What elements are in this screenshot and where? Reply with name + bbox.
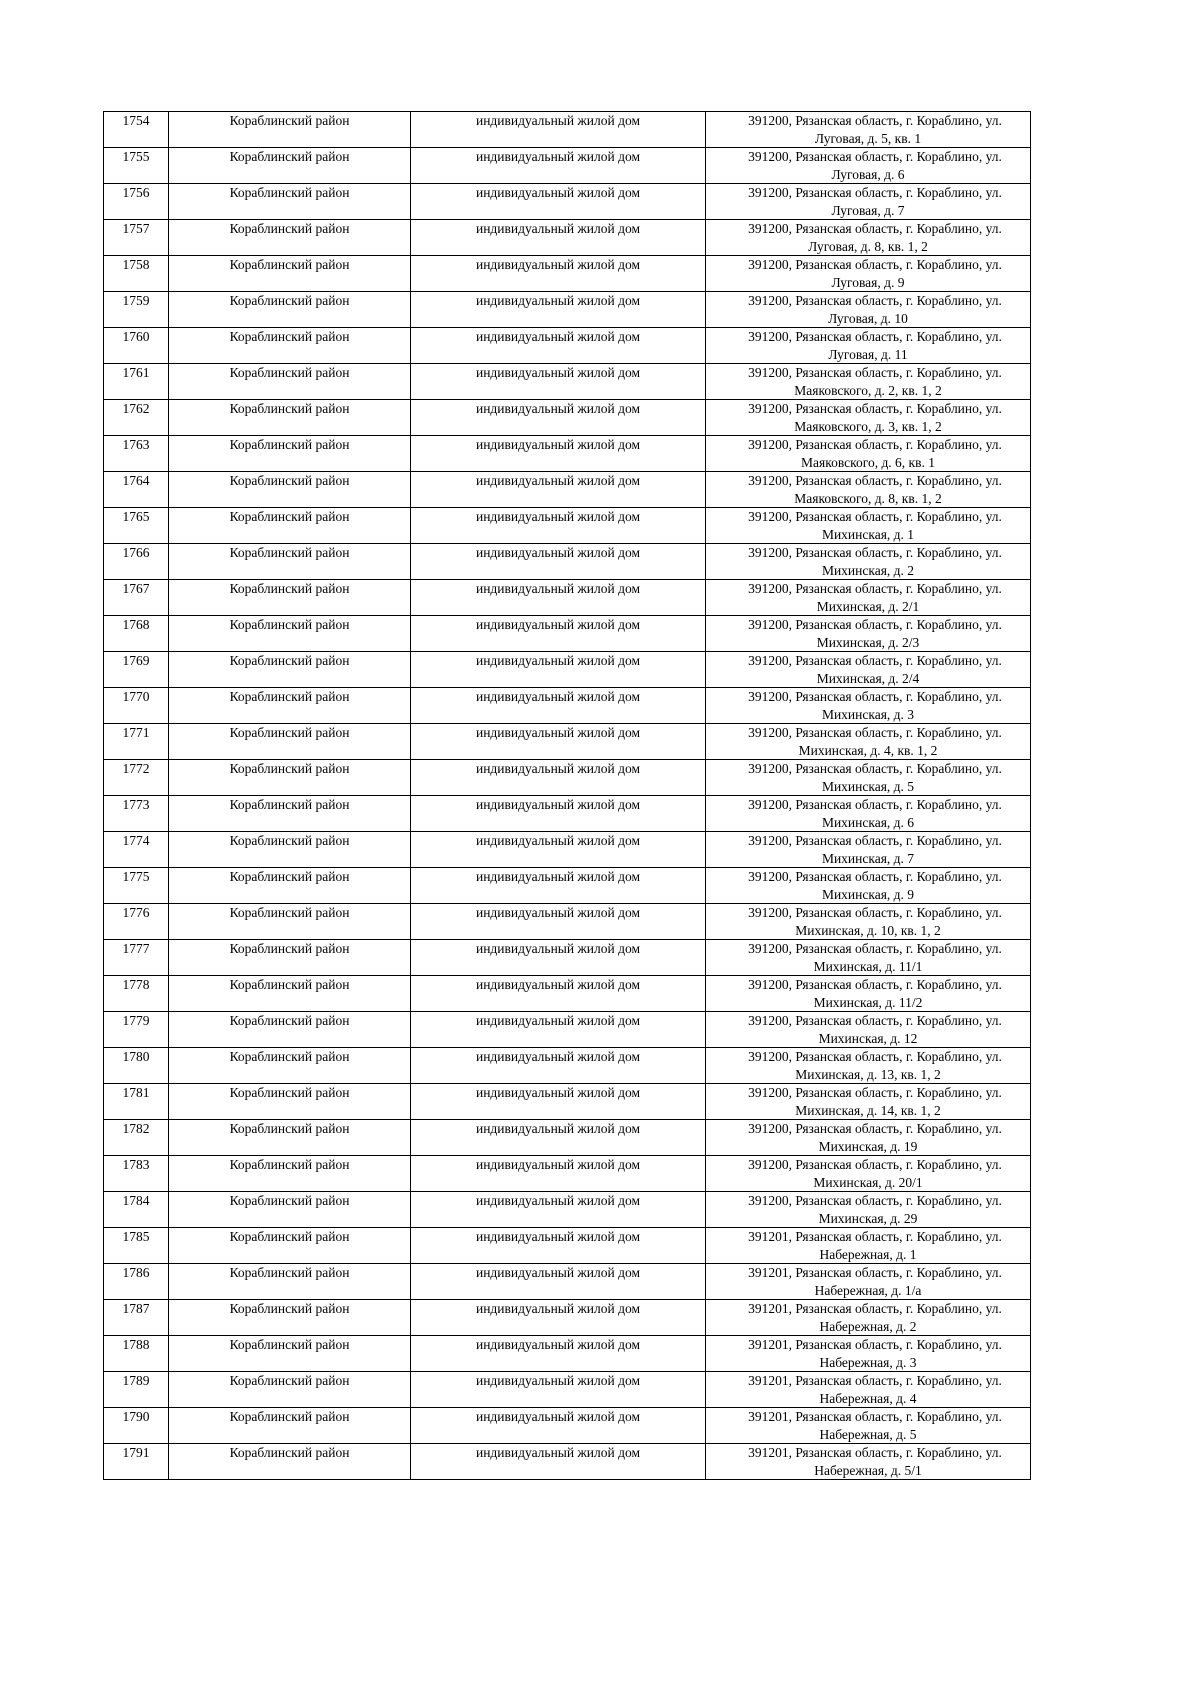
row-number: 1772 [104, 760, 169, 796]
table-row [104, 508, 1031, 544]
district-cell: Кораблинский район [169, 688, 411, 724]
address-line-2: Михинская, д. 7 [821, 850, 915, 866]
district-cell: Кораблинский район [169, 400, 411, 436]
object-type-cell: индивидуальный жилой дом [411, 1444, 706, 1480]
address-cell [706, 544, 1031, 580]
address-line-2: Луговая, д. 6 [831, 166, 905, 182]
table-row [104, 364, 1031, 400]
address-line-2: Набережная, д. 1/а [814, 1282, 922, 1298]
address-line-2: Михинская, д. 3 [821, 706, 915, 722]
address-line-1: 391201, Рязанская область, г. Кораблино, ул. [748, 1373, 1002, 1388]
district-cell: Кораблинский район [169, 724, 411, 760]
table-row [104, 328, 1031, 364]
address-cell [706, 1192, 1031, 1228]
row-number: 1762 [104, 400, 169, 436]
address-cell [706, 652, 1031, 688]
address-line-1: 391200, Рязанская область, г. Кораблино, ул. [748, 509, 1002, 524]
object-type-cell: индивидуальный жилой дом [411, 1408, 706, 1444]
address-line-1: 391201, Рязанская область, г. Кораблино, ул. [748, 1409, 1002, 1424]
district-cell: Кораблинский район [169, 436, 411, 472]
table-row [104, 616, 1031, 652]
row-number: 1759 [104, 292, 169, 328]
address-line-2: Набережная, д. 5 [819, 1426, 917, 1442]
object-type-cell: индивидуальный жилой дом [411, 1264, 706, 1300]
row-number: 1775 [104, 868, 169, 904]
object-type-cell: индивидуальный жилой дом [411, 1192, 706, 1228]
address-line-1: 391200, Рязанская область, г. Кораблино, ул. [748, 1049, 1002, 1064]
table-row [104, 1192, 1031, 1228]
object-type-cell: индивидуальный жилой дом [411, 796, 706, 832]
address-line-2: Михинская, д. 12 [818, 1030, 918, 1046]
district-cell: Кораблинский район [169, 364, 411, 400]
address-line-2: Михинская, д. 14, кв. 1, 2 [795, 1102, 941, 1118]
registry-table-body [104, 112, 1031, 1480]
district-cell: Кораблинский район [169, 652, 411, 688]
table-row [104, 904, 1031, 940]
district-cell: Кораблинский район [169, 1300, 411, 1336]
address-line-2: Михинская, д. 5 [821, 778, 915, 794]
address-cell [706, 1048, 1031, 1084]
row-number: 1776 [104, 904, 169, 940]
object-type-cell: индивидуальный жилой дом [411, 760, 706, 796]
address-line-1: 391200, Рязанская область, г. Кораблино, ул. [748, 1121, 1002, 1136]
address-line-2: Михинская, д. 11/2 [813, 994, 923, 1010]
address-cell [706, 724, 1031, 760]
row-number: 1778 [104, 976, 169, 1012]
object-type-cell: индивидуальный жилой дом [411, 220, 706, 256]
address-line-2: Набережная, д. 2 [819, 1318, 917, 1334]
row-number: 1781 [104, 1084, 169, 1120]
address-line-1: 391200, Рязанская область, г. Кораблино, ул. [748, 941, 1002, 956]
district-cell: Кораблинский район [169, 328, 411, 364]
object-type-cell: индивидуальный жилой дом [411, 1228, 706, 1264]
address-cell [706, 472, 1031, 508]
address-cell [706, 436, 1031, 472]
address-line-2: Михинская, д. 29 [818, 1210, 918, 1226]
address-line-1: 391200, Рязанская область, г. Кораблино, ул. [748, 221, 1002, 236]
object-type-cell: индивидуальный жилой дом [411, 1012, 706, 1048]
address-line-2: Луговая, д. 10 [828, 310, 908, 326]
address-cell [706, 580, 1031, 616]
row-number: 1785 [104, 1228, 169, 1264]
table-row [104, 1048, 1031, 1084]
district-cell: Кораблинский район [169, 508, 411, 544]
table-row [104, 436, 1031, 472]
address-cell [706, 1408, 1031, 1444]
address-line-1: 391201, Рязанская область, г. Кораблино, ул. [748, 1337, 1002, 1352]
address-line-2: Луговая, д. 8, кв. 1, 2 [808, 238, 928, 254]
address-line-1: 391200, Рязанская область, г. Кораблино, ул. [748, 401, 1002, 416]
object-type-cell: индивидуальный жилой дом [411, 256, 706, 292]
district-cell: Кораблинский район [169, 1372, 411, 1408]
address-line-1: 391200, Рязанская область, г. Кораблино, ул. [748, 473, 1002, 488]
object-type-cell: индивидуальный жилой дом [411, 364, 706, 400]
row-number: 1779 [104, 1012, 169, 1048]
address-line-2: Маяковского, д. 6, кв. 1 [801, 454, 935, 470]
address-line-2: Набережная, д. 5/1 [814, 1462, 922, 1478]
object-type-cell: индивидуальный жилой дом [411, 580, 706, 616]
address-cell [706, 1120, 1031, 1156]
row-number: 1789 [104, 1372, 169, 1408]
address-cell [706, 1156, 1031, 1192]
row-number: 1754 [104, 112, 169, 148]
object-type-cell: индивидуальный жилой дом [411, 616, 706, 652]
address-line-1: 391200, Рязанская область, г. Кораблино, ул. [748, 797, 1002, 812]
object-type-cell: индивидуальный жилой дом [411, 1048, 706, 1084]
table-row [104, 1228, 1031, 1264]
address-line-1: 391200, Рязанская область, г. Кораблино, ул. [748, 905, 1002, 920]
address-line-1: 391200, Рязанская область, г. Кораблино, ул. [748, 185, 1002, 200]
address-cell [706, 292, 1031, 328]
address-line-1: 391200, Рязанская область, г. Кораблино, ул. [748, 545, 1002, 560]
table-row [104, 724, 1031, 760]
address-cell [706, 940, 1031, 976]
row-number: 1783 [104, 1156, 169, 1192]
row-number: 1786 [104, 1264, 169, 1300]
district-cell: Кораблинский район [169, 1120, 411, 1156]
address-line-2: Михинская, д. 20/1 [813, 1174, 923, 1190]
address-line-1: 391200, Рязанская область, г. Кораблино, ул. [748, 869, 1002, 884]
address-line-1: 391201, Рязанская область, г. Кораблино, ул. [748, 1445, 1002, 1460]
district-cell: Кораблинский район [169, 292, 411, 328]
address-cell [706, 184, 1031, 220]
address-cell [706, 976, 1031, 1012]
object-type-cell: индивидуальный жилой дом [411, 292, 706, 328]
district-cell: Кораблинский район [169, 1444, 411, 1480]
district-cell: Кораблинский район [169, 868, 411, 904]
table-row [104, 1300, 1031, 1336]
table-row [104, 760, 1031, 796]
row-number: 1766 [104, 544, 169, 580]
table-row [104, 1084, 1031, 1120]
address-line-2: Михинская, д. 19 [818, 1138, 918, 1154]
district-cell: Кораблинский район [169, 616, 411, 652]
address-line-1: 391200, Рязанская область, г. Кораблино, ул. [748, 977, 1002, 992]
address-line-1: 391200, Рязанская область, г. Кораблино, ул. [748, 437, 1002, 452]
address-line-1: 391200, Рязанская область, г. Кораблино, ул. [748, 293, 1002, 308]
address-line-2: Луговая, д. 7 [831, 202, 905, 218]
table-row [104, 976, 1031, 1012]
table-row [104, 256, 1031, 292]
address-cell [706, 112, 1031, 148]
address-line-2: Михинская, д. 2 [821, 562, 915, 578]
row-number: 1777 [104, 940, 169, 976]
address-cell [706, 220, 1031, 256]
address-line-1: 391201, Рязанская область, г. Кораблино, ул. [748, 1301, 1002, 1316]
table-row [104, 940, 1031, 976]
address-line-1: 391200, Рязанская область, г. Кораблино, ул. [748, 725, 1002, 740]
object-type-cell: индивидуальный жилой дом [411, 724, 706, 760]
address-cell [706, 1228, 1031, 1264]
district-cell: Кораблинский район [169, 220, 411, 256]
address-cell [706, 508, 1031, 544]
table-row [104, 1444, 1031, 1480]
row-number: 1758 [104, 256, 169, 292]
object-type-cell: индивидуальный жилой дом [411, 184, 706, 220]
address-cell [706, 760, 1031, 796]
table-row [104, 1372, 1031, 1408]
registry-table [103, 111, 1031, 1480]
district-cell: Кораблинский район [169, 112, 411, 148]
table-row [104, 832, 1031, 868]
address-line-2: Маяковского, д. 8, кв. 1, 2 [794, 490, 942, 506]
table-row [104, 1336, 1031, 1372]
row-number: 1769 [104, 652, 169, 688]
object-type-cell: индивидуальный жилой дом [411, 400, 706, 436]
row-number: 1757 [104, 220, 169, 256]
address-line-1: 391200, Рязанская область, г. Кораблино, ул. [748, 689, 1002, 704]
address-line-2: Маяковского, д. 2, кв. 1, 2 [794, 382, 942, 398]
address-line-1: 391200, Рязанская область, г. Кораблино, ул. [748, 149, 1002, 164]
table-row [104, 148, 1031, 184]
address-cell [706, 832, 1031, 868]
address-cell [706, 688, 1031, 724]
table-row [104, 220, 1031, 256]
object-type-cell: индивидуальный жилой дом [411, 976, 706, 1012]
district-cell: Кораблинский район [169, 256, 411, 292]
table-row [104, 112, 1031, 148]
district-cell: Кораблинский район [169, 1156, 411, 1192]
address-cell [706, 400, 1031, 436]
address-cell [706, 148, 1031, 184]
row-number: 1768 [104, 616, 169, 652]
district-cell: Кораблинский район [169, 1048, 411, 1084]
table-row [104, 1156, 1031, 1192]
district-cell: Кораблинский район [169, 1228, 411, 1264]
address-cell [706, 1012, 1031, 1048]
table-row [104, 652, 1031, 688]
district-cell: Кораблинский район [169, 544, 411, 580]
district-cell: Кораблинский район [169, 976, 411, 1012]
address-cell [706, 1444, 1031, 1480]
address-cell [706, 256, 1031, 292]
address-cell [706, 328, 1031, 364]
object-type-cell: индивидуальный жилой дом [411, 688, 706, 724]
object-type-cell: индивидуальный жилой дом [411, 940, 706, 976]
row-number: 1788 [104, 1336, 169, 1372]
object-type-cell: индивидуальный жилой дом [411, 328, 706, 364]
row-number: 1774 [104, 832, 169, 868]
table-row [104, 184, 1031, 220]
address-line-2: Луговая, д. 9 [831, 274, 905, 290]
district-cell: Кораблинский район [169, 1012, 411, 1048]
object-type-cell: индивидуальный жилой дом [411, 1336, 706, 1372]
object-type-cell: индивидуальный жилой дом [411, 868, 706, 904]
address-line-1: 391201, Рязанская область, г. Кораблино, ул. [748, 1229, 1002, 1244]
address-line-1: 391200, Рязанская область, г. Кораблино, ул. [748, 1193, 1002, 1208]
object-type-cell: индивидуальный жилой дом [411, 1120, 706, 1156]
row-number: 1761 [104, 364, 169, 400]
address-line-2: Маяковского, д. 3, кв. 1, 2 [794, 418, 942, 434]
table-row [104, 292, 1031, 328]
address-line-2: Луговая, д. 5, кв. 1 [814, 130, 922, 146]
table-row [104, 1120, 1031, 1156]
address-line-2: Михинская, д. 1 [821, 526, 915, 542]
district-cell: Кораблинский район [169, 1084, 411, 1120]
district-cell: Кораблинский район [169, 760, 411, 796]
row-number: 1760 [104, 328, 169, 364]
row-number: 1773 [104, 796, 169, 832]
address-cell [706, 868, 1031, 904]
object-type-cell: индивидуальный жилой дом [411, 472, 706, 508]
table-row [104, 1012, 1031, 1048]
district-cell: Кораблинский район [169, 1264, 411, 1300]
object-type-cell: индивидуальный жилой дом [411, 1084, 706, 1120]
object-type-cell: индивидуальный жилой дом [411, 544, 706, 580]
row-number: 1756 [104, 184, 169, 220]
address-line-1: 391201, Рязанская область, г. Кораблино, ул. [748, 1265, 1002, 1280]
address-line-2: Михинская, д. 2/1 [816, 598, 920, 614]
address-line-2: Набережная, д. 4 [819, 1390, 917, 1406]
object-type-cell: индивидуальный жилой дом [411, 1156, 706, 1192]
row-number: 1763 [104, 436, 169, 472]
address-cell [706, 1084, 1031, 1120]
table-row [104, 796, 1031, 832]
address-cell [706, 796, 1031, 832]
table-row [104, 868, 1031, 904]
address-line-2: Михинская, д. 4, кв. 1, 2 [798, 742, 938, 758]
address-cell [706, 616, 1031, 652]
table-row [104, 1408, 1031, 1444]
address-line-2: Михинская, д. 13, кв. 1, 2 [795, 1066, 941, 1082]
row-number: 1791 [104, 1444, 169, 1480]
row-number: 1782 [104, 1120, 169, 1156]
district-cell: Кораблинский район [169, 148, 411, 184]
table-row [104, 688, 1031, 724]
address-line-2: Михинская, д. 6 [821, 814, 915, 830]
object-type-cell: индивидуальный жилой дом [411, 904, 706, 940]
district-cell: Кораблинский район [169, 1408, 411, 1444]
table-row [104, 1264, 1031, 1300]
address-line-2: Набережная, д. 3 [819, 1354, 917, 1370]
row-number: 1770 [104, 688, 169, 724]
address-cell [706, 1336, 1031, 1372]
district-cell: Кораблинский район [169, 904, 411, 940]
address-line-1: 391200, Рязанская область, г. Кораблино, ул. [748, 329, 1002, 344]
address-line-1: 391200, Рязанская область, г. Кораблино, ул. [748, 113, 1002, 128]
row-number: 1764 [104, 472, 169, 508]
address-line-2: Михинская, д. 10, кв. 1, 2 [795, 922, 941, 938]
address-line-1: 391200, Рязанская область, г. Кораблино, ул. [748, 1085, 1002, 1100]
address-line-2: Михинская, д. 2/4 [816, 670, 920, 686]
row-number: 1790 [104, 1408, 169, 1444]
address-line-1: 391200, Рязанская область, г. Кораблино, ул. [748, 257, 1002, 272]
row-number: 1787 [104, 1300, 169, 1336]
table-row [104, 472, 1031, 508]
address-line-2: Набережная, д. 1 [819, 1246, 917, 1262]
address-line-1: 391200, Рязанская область, г. Кораблино, ул. [748, 761, 1002, 776]
address-line-1: 391200, Рязанская область, г. Кораблино, ул. [748, 365, 1002, 380]
address-cell [706, 364, 1031, 400]
address-line-2: Михинская, д. 2/3 [816, 634, 920, 650]
row-number: 1767 [104, 580, 169, 616]
address-line-1: 391200, Рязанская область, г. Кораблино, ул. [748, 581, 1002, 596]
address-line-1: 391200, Рязанская область, г. Кораблино, ул. [748, 653, 1002, 668]
row-number: 1784 [104, 1192, 169, 1228]
address-line-1: 391200, Рязанская область, г. Кораблино, ул. [748, 833, 1002, 848]
district-cell: Кораблинский район [169, 832, 411, 868]
address-line-2: Луговая, д. 11 [828, 346, 908, 362]
address-line-1: 391200, Рязанская область, г. Кораблино, ул. [748, 1157, 1002, 1172]
district-cell: Кораблинский район [169, 940, 411, 976]
district-cell: Кораблинский район [169, 796, 411, 832]
address-line-1: 391200, Рязанская область, г. Кораблино, ул. [748, 1013, 1002, 1028]
address-cell [706, 1300, 1031, 1336]
object-type-cell: индивидуальный жилой дом [411, 148, 706, 184]
object-type-cell: индивидуальный жилой дом [411, 436, 706, 472]
object-type-cell: индивидуальный жилой дом [411, 112, 706, 148]
district-cell: Кораблинский район [169, 184, 411, 220]
district-cell: Кораблинский район [169, 580, 411, 616]
address-cell [706, 904, 1031, 940]
table-row [104, 544, 1031, 580]
address-cell [706, 1264, 1031, 1300]
row-number: 1755 [104, 148, 169, 184]
object-type-cell: индивидуальный жилой дом [411, 652, 706, 688]
row-number: 1765 [104, 508, 169, 544]
object-type-cell: индивидуальный жилой дом [411, 1300, 706, 1336]
address-line-2: Михинская, д. 11/1 [813, 958, 923, 974]
object-type-cell: индивидуальный жилой дом [411, 508, 706, 544]
row-number: 1771 [104, 724, 169, 760]
table-row [104, 400, 1031, 436]
district-cell: Кораблинский район [169, 1192, 411, 1228]
object-type-cell: индивидуальный жилой дом [411, 1372, 706, 1408]
row-number: 1780 [104, 1048, 169, 1084]
object-type-cell: индивидуальный жилой дом [411, 832, 706, 868]
district-cell: Кораблинский район [169, 472, 411, 508]
address-cell [706, 1372, 1031, 1408]
table-row [104, 580, 1031, 616]
district-cell: Кораблинский район [169, 1336, 411, 1372]
address-line-1: 391200, Рязанская область, г. Кораблино, ул. [748, 617, 1002, 632]
address-line-2: Михинская, д. 9 [821, 886, 915, 902]
